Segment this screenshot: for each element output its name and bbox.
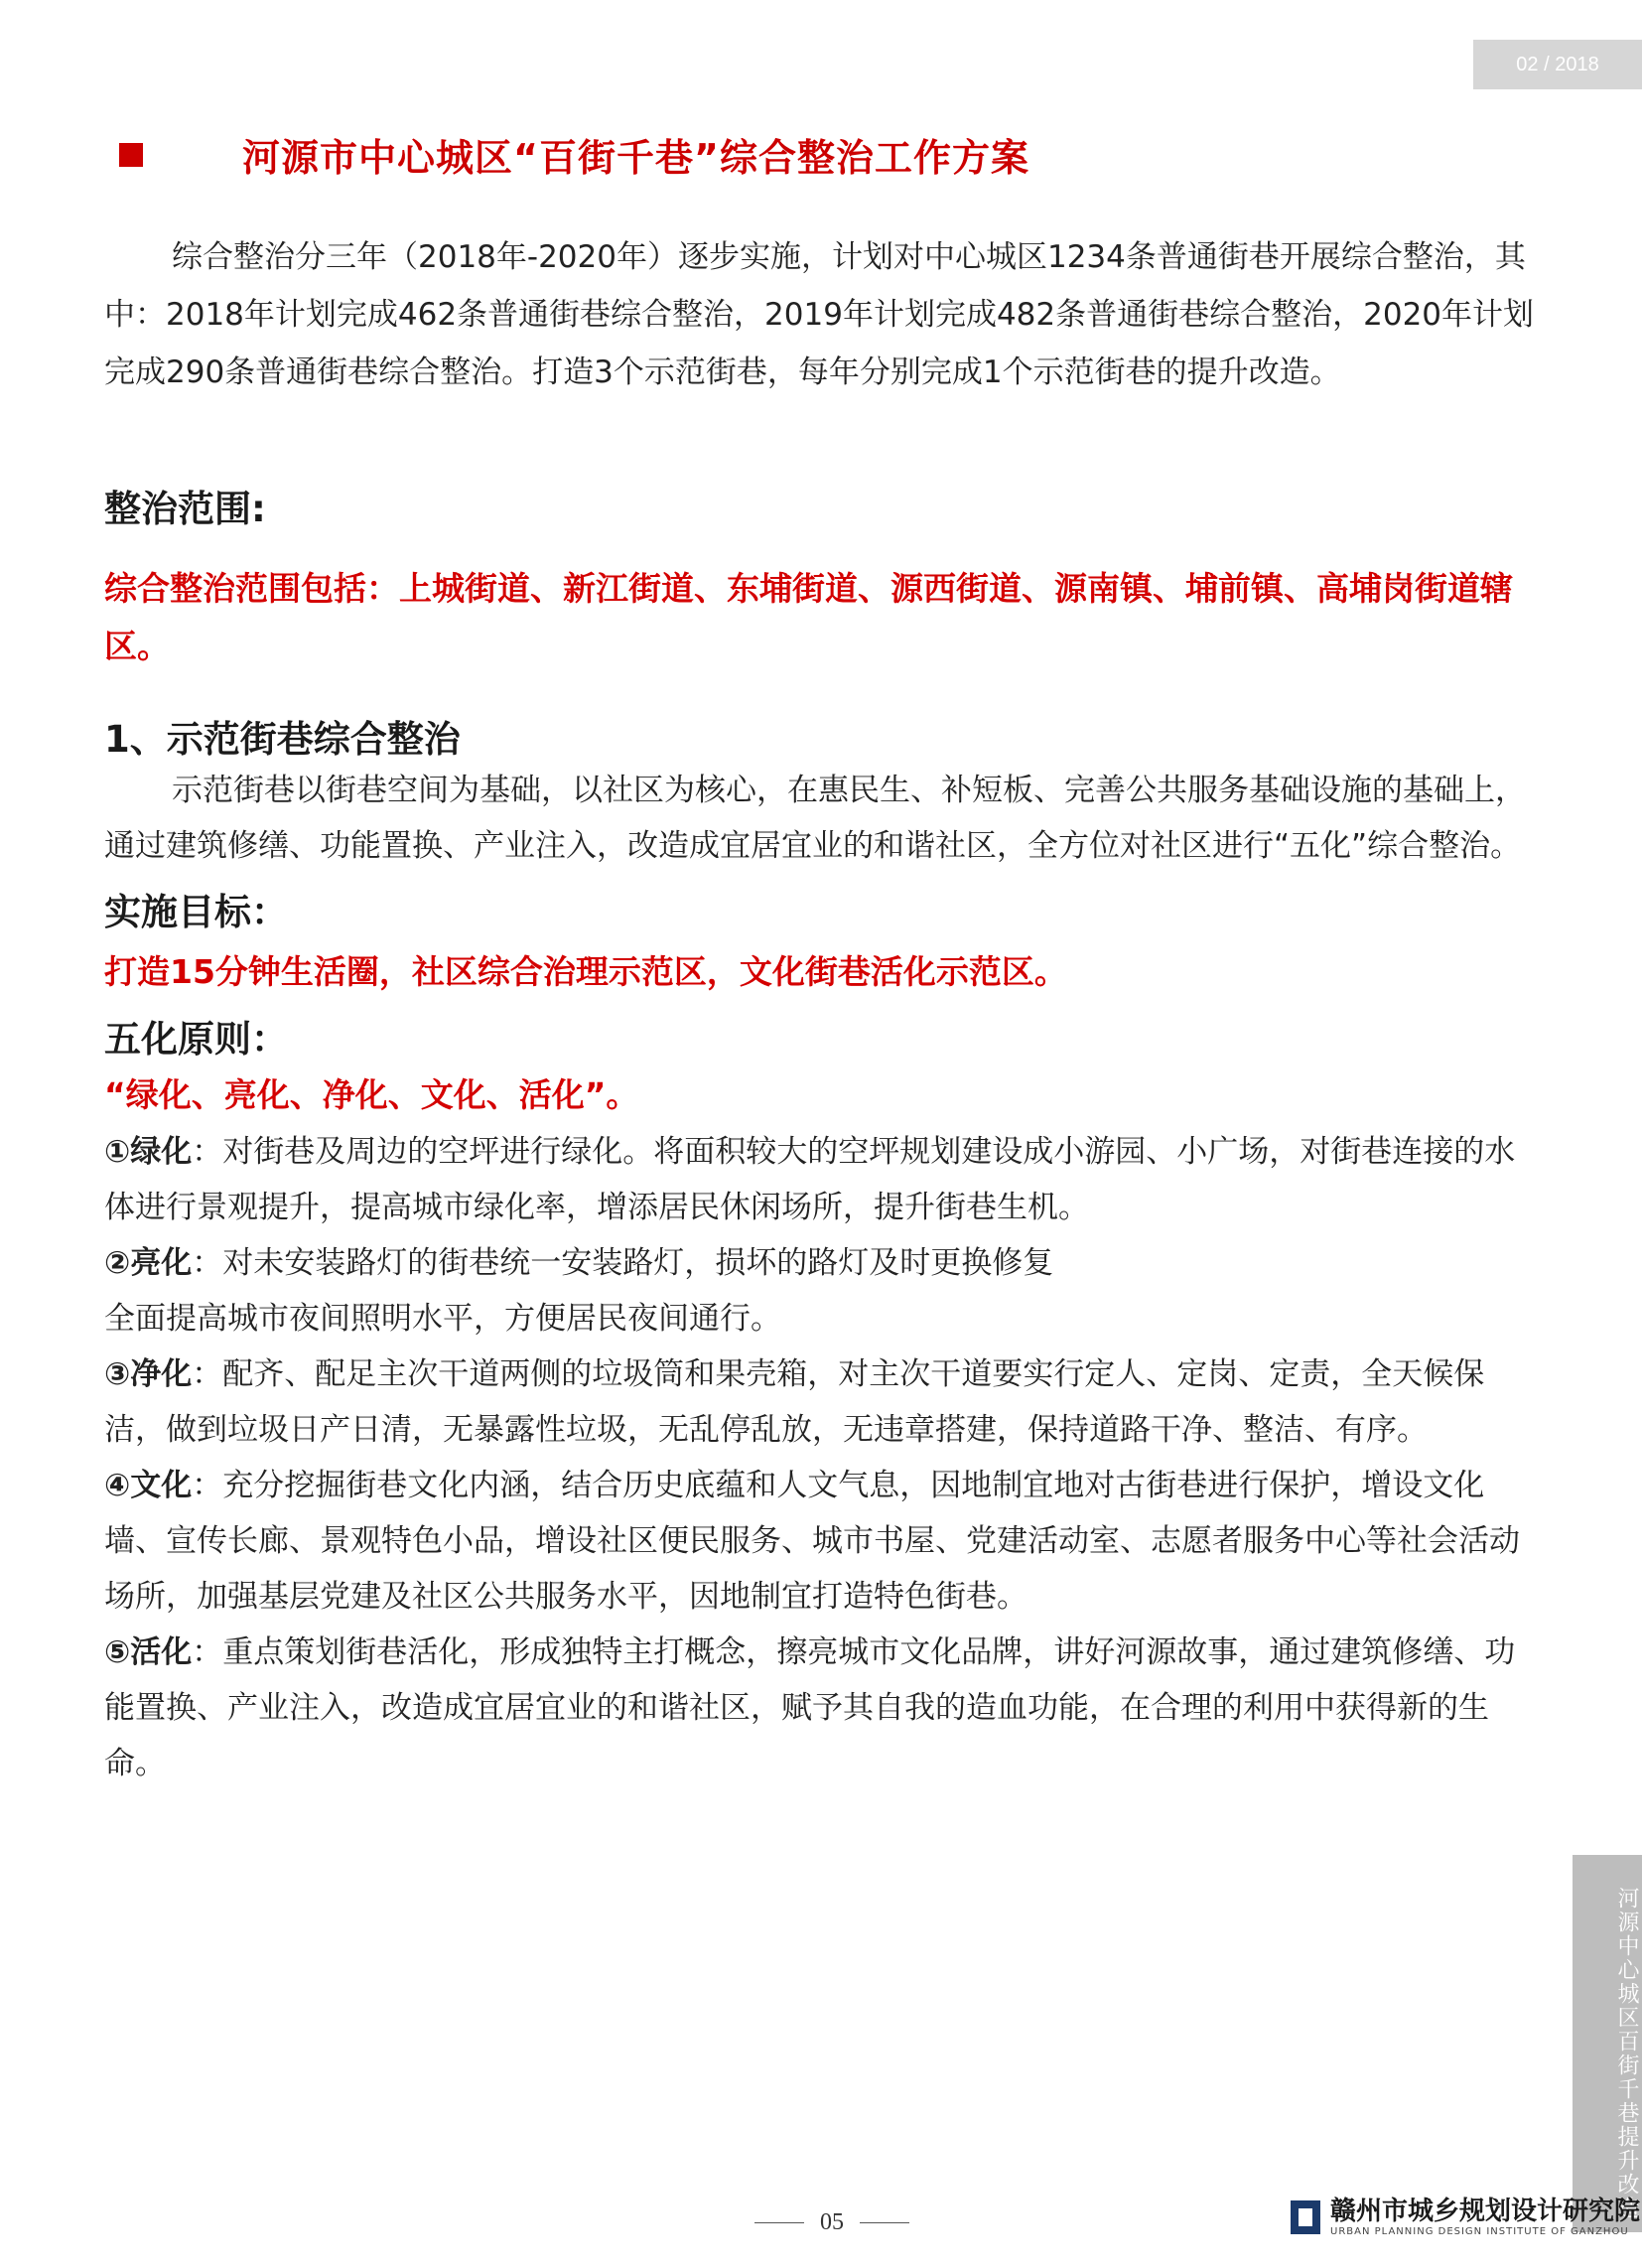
scope-text: 综合整治范围包括：上城街道、新江街道、东埔街道、源西街道、源南镇、埔前镇、高埔岗街道辖区。 (104, 569, 1513, 665)
goal-heading: 实施目标： (104, 891, 288, 933)
principle-item-lighting-cont: 全面提高城市夜间照明水平，方便居民夜间通行。 (104, 1301, 781, 1337)
section1-heading: 1、示范街巷综合整治 (104, 718, 461, 761)
document-title-row (119, 127, 1029, 182)
document-body (104, 228, 1534, 1791)
title-bullet-icon (119, 143, 143, 167)
principle-item-greening: ①绿化：对街巷及周边的空坪进行绿化。将面积较大的空坪规划建设成小游园、小广场，对街巷连接的水体进行景观提升，提高城市绿化率，增添居民休闲场所，提升街巷生机。 (104, 1134, 1516, 1225)
org-name: 赣州市城乡规划设计研究院 (1330, 2197, 1641, 2226)
principle-item-activation: ⑤活化：重点策划街巷活化，形成独特主打概念，擦亮城市文化品牌，讲好河源故事，通过建筑修缮、功能置换、产业注入，改造成宜居宜业的和谐社区，赋予其自我的造血功能，在合理的利用中获得新的生命。 (104, 1634, 1516, 1781)
footer-line-left (754, 2222, 804, 2223)
principle-item-culture: ④文化：充分挖掘街巷文化内涵，结合历史底蕴和人文气息，因地制宜地对古街巷进行保护，增设文化墙、宣传长廊、景观特色小品，增设社区便民服务、城市书屋、党建活动室、志愿者服务中心等社会活动场所，加强基层党建及社区公共服务水平，因地制宜打造特色街巷。 (104, 1468, 1520, 1615)
page-tag: 02 / 2018 (1473, 40, 1642, 89)
footer-line-right (860, 2222, 909, 2223)
page-number: 05 (820, 2209, 844, 2235)
principle-item-cleaning: ③净化：配齐、配足主次干道两侧的垃圾筒和果壳箱，对主次干道要实行定人、定岗、定责，全天候保洁，做到垃圾日产日清，无暴露性垃圾，无乱停乱放，无违章搭建，保持道路干净、整洁、有序。 (104, 1356, 1485, 1448)
footer-page-number (754, 2209, 909, 2236)
principles-slogan: “绿化、亮化、净化、文化、活化”。 (104, 1075, 639, 1114)
intro-paragraph: 综合整治分三年（2018年-2020年）逐步实施，计划对中心城区1234条普通街巷开展综合整治，其中：2018年计划完成462条普通街巷综合整治，2019年计划完成482条普通街巷综合整治，2020年计划完成290条普通街巷综合整治。打造3个示范街巷，每年分别完成1个示范街巷的提升改造。 (104, 239, 1535, 390)
principle-item-lighting: ②亮化：对未安装路灯的街巷统一安装路灯，损坏的路灯及时更换修复 (104, 1245, 1054, 1281)
footer-org-logo (1291, 2197, 1640, 2237)
principles-heading: 五化原则： (104, 1018, 288, 1061)
institute-logo-icon (1291, 2200, 1320, 2234)
document-title: 河源市中心城区“百街千巷”综合整治工作方案 (242, 136, 1029, 180)
section1-text: 示范街巷以街巷空间为基础，以社区为核心，在惠民生、补短板、完善公共服务基础设施的基础上，通过建筑修缮、功能置换、产业注入，改造成宜居宜业的和谐社区，全方位对社区进行“五化”综合整治。 (104, 773, 1526, 864)
scope-heading: 整治范围: (104, 488, 266, 530)
goal-text: 打造15分钟生活圈，社区综合治理示范区，文化街巷活化示范区。 (104, 952, 1067, 991)
side-tab: 河源中心城区百街千巷提升改造 (1573, 1855, 1642, 2232)
org-name-en: URBAN PLANNING DESIGN INSTITUTE OF GANZHOU (1330, 2226, 1629, 2237)
